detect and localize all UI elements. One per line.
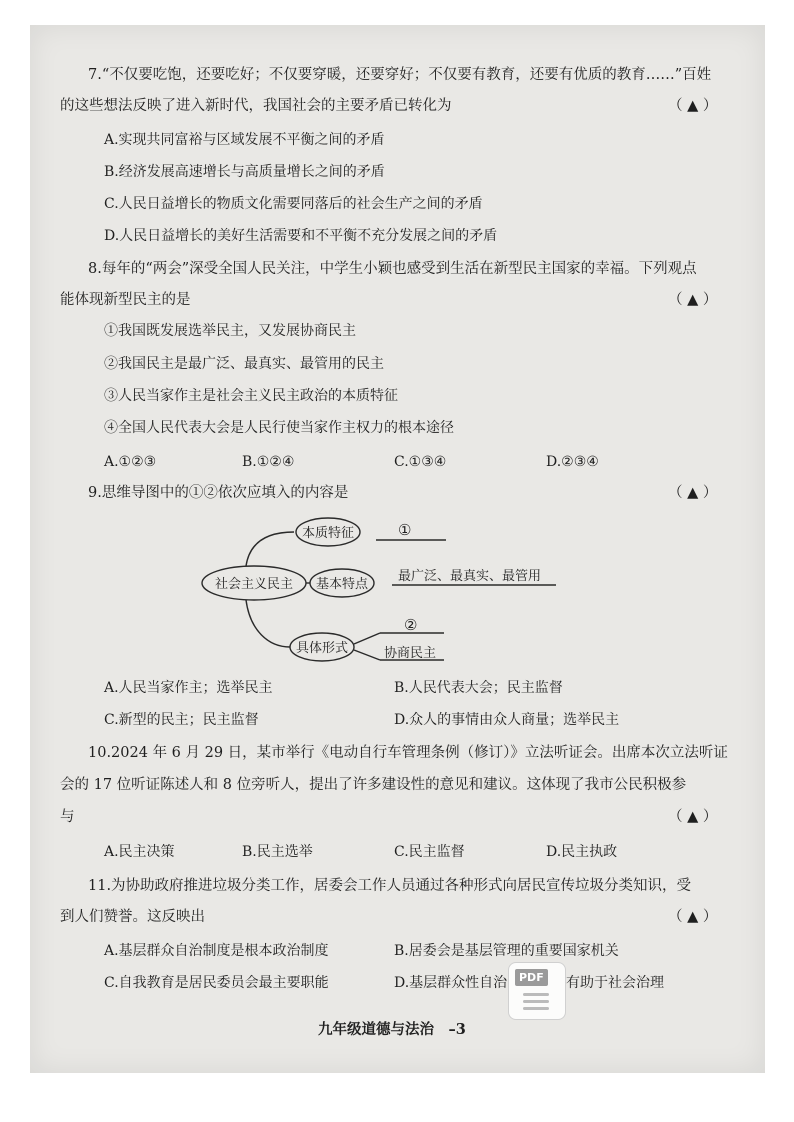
q10-stem-line3: 与 [60, 809, 75, 825]
q7-option-a: A.实现共同富裕与区域发展不平衡之间的矛盾 [104, 132, 385, 148]
q11-stem-line1: 11.为协助政府推进垃圾分类工作，居委会工作人员通过各种形式向居民宣传垃圾分类知识，受 [88, 878, 692, 894]
q10-option-b: B.民主选举 [242, 844, 313, 860]
q7-option-c: C.人民日益增长的物质文化需要同落后的社会生产之间的矛盾 [104, 196, 483, 212]
q10-stem-line2: 会的 17 位听证陈述人和 8 位旁听人，提出了许多建设性的意见和建议。这体现了我市公民积极参 [60, 777, 687, 793]
q11-stem-line2: 到人们赞誉。这反映出 [60, 909, 205, 925]
mind-map-branch3-label: 具体形式 [295, 641, 349, 656]
q7-stem-line2: 的这些想法反映了进入新时代，我国社会的主要矛盾已转化为 [60, 98, 452, 114]
q10-stem-line1: 10.2024 年 6 月 29 日，某市举行《电动自行车管理条例（修订）》立法听证会。出席本次立法听证 [88, 745, 728, 761]
mind-map-blank-1: ① [398, 521, 412, 539]
mind-map-split-to-consultative [354, 650, 380, 660]
q8-statement-2: ②我国民主是最广泛、最真实、最管用的民主 [104, 356, 384, 372]
q8-statement-1: ①我国既发展选举民主，又发展协商民主 [104, 323, 356, 339]
q8-option-d: D.②③④ [546, 454, 599, 470]
q10-option-a: A.民主决策 [104, 844, 175, 860]
q9-answer-mark: （ ▲ ） [668, 485, 718, 501]
mind-map-blank-2: ② [404, 616, 418, 634]
q9-option-c: C.新型的民主；民主监督 [104, 712, 259, 728]
q11-option-d: D.基层群众性自治 [394, 975, 508, 991]
pdf-file-icon[interactable] [508, 962, 566, 1020]
q8-statement-4: ④全国人民代表大会是人民行使当家作主权力的根本途径 [104, 420, 454, 436]
q11-answer-mark: （ ▲ ） [668, 909, 718, 925]
q10-option-c: C.民主监督 [394, 844, 465, 860]
q11-option-b: B.居委会是基层管理的重要国家机关 [394, 943, 619, 959]
q8-statement-3: ③人民当家作主是社会主义民主政治的本质特征 [104, 388, 398, 404]
mind-map-branch1-label: 本质特征 [301, 526, 355, 541]
q10-answer-mark: （ ▲ ） [668, 809, 718, 825]
q8-stem-line2: 能体现新型民主的是 [60, 292, 191, 308]
mind-map-branch2-fill: 最广泛、最真实、最管用 [398, 569, 542, 584]
q9-stem: 9.思维导图中的①②依次应填入的内容是 [88, 485, 349, 501]
q8-stem-line1: 8.每年的“两会”深受全国人民关注，中学生小颖也感受到生活在新型民主国家的幸福。下列观点 [88, 261, 697, 277]
mind-map-root-label: 社会主义民主 [214, 577, 294, 592]
q7-option-d: D.人民日益增长的美好生活需要和不平衡不充分发展之间的矛盾 [104, 228, 498, 244]
q9-option-b: B.人民代表大会；民主监督 [394, 680, 563, 696]
q7-stem-line1: 7.“不仅要吃饱，还要吃好；不仅要穿暖，还要穿好；不仅要有教育，还要有优质的教育……”百姓 [88, 67, 712, 83]
q8-option-a: A.①②③ [104, 454, 157, 470]
q10-option-d: D.民主执政 [546, 844, 618, 860]
q11-option-d-tail: 有助于社会治理 [566, 975, 664, 991]
q8-option-c: C.①③④ [394, 454, 447, 470]
pdf-badge: PDF [515, 969, 548, 986]
q7-answer-mark: （ ▲ ） [668, 98, 718, 114]
q9-option-a: A.人民当家作主；选举民主 [104, 680, 273, 696]
document-lines-icon [523, 989, 549, 1010]
q11-option-c: C.自我教育是居民委员会最主要职能 [104, 975, 329, 991]
q7-option-b: B.经济发展高速增长与高质量增长之间的矛盾 [104, 164, 385, 180]
q8-answer-mark: （ ▲ ） [668, 292, 718, 308]
mind-map-connector-top [246, 532, 294, 566]
mind-map-connector-bottom [246, 600, 290, 647]
q8-option-b: B.①②④ [242, 454, 295, 470]
page-footer: 九年级道德与法治 –3 [318, 1021, 466, 1038]
mind-map-branch2-label: 基本特点 [315, 577, 369, 592]
mind-map-branch3-fill: 协商民主 [384, 646, 437, 661]
mind-map-split-to-blank2 [354, 633, 380, 644]
q11-option-a: A.基层群众自治制度是根本政治制度 [104, 943, 329, 959]
q9-option-d: D.众人的事情由众人商量；选举民主 [394, 712, 620, 728]
